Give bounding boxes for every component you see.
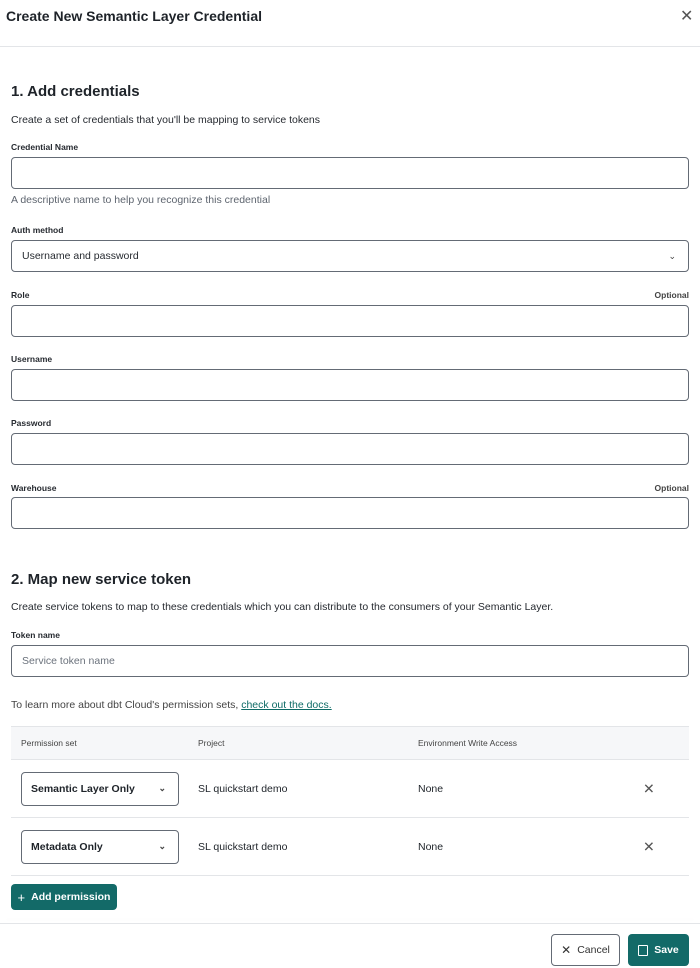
remove-row-icon[interactable]: ✕: [643, 780, 655, 796]
role-label: Role: [11, 290, 30, 300]
chevron-down-icon: ⌄: [668, 250, 676, 261]
save-button[interactable]: [628, 934, 689, 966]
docs-link[interactable]: check out the docs.: [241, 699, 332, 711]
permission-set-value: Metadata Only: [31, 840, 103, 853]
column-header-env-write: Environment Write Access: [418, 738, 518, 748]
role-input[interactable]: [11, 305, 689, 337]
close-icon: ✕: [561, 943, 572, 957]
section-heading-credentials: 1. Add credentials: [11, 83, 140, 100]
password-label: Password: [11, 418, 52, 428]
project-cell: SL quickstart demo: [198, 840, 288, 853]
column-header-project: Project: [198, 738, 225, 748]
section-description: Create a set of credentials that you'll be mapping to service tokens: [11, 114, 321, 126]
auth-method-select[interactable]: [11, 240, 689, 272]
permission-set-value: Semantic Layer Only: [31, 782, 135, 795]
credential-name-label: Credential Name: [11, 142, 79, 152]
section-description: Create service tokens to map to these credentials which you can distribute to the consumers of your Semantic Layer.: [11, 601, 554, 613]
chevron-down-icon: ⌄: [158, 783, 166, 793]
password-input[interactable]: [11, 433, 689, 465]
footer-divider: [0, 923, 700, 924]
env-write-cell: None: [418, 782, 444, 795]
chevron-down-icon: ⌄: [158, 841, 166, 851]
close-icon[interactable]: ✕: [680, 8, 694, 25]
learn-more-label: To learn more about dbt Cloud's permission sets,: [11, 699, 239, 711]
header-divider: [0, 46, 700, 47]
token-name-input[interactable]: Service token name: [11, 645, 689, 677]
env-write-cell: None: [418, 840, 444, 853]
section-heading-service-token: 2. Map new service token: [11, 571, 192, 588]
column-header-permission-set: Permission set: [21, 738, 77, 748]
auth-method-label: Auth method: [11, 225, 64, 235]
dialog-title: Create New Semantic Layer Credential: [6, 8, 262, 24]
role-optional: Optional: [654, 290, 689, 300]
table-row: [11, 760, 689, 818]
plus-icon: +: [17, 889, 26, 905]
add-permission-button[interactable]: [11, 884, 117, 910]
permission-set-select[interactable]: [21, 772, 179, 806]
credential-name-help: A descriptive name to help you recognize this credential: [11, 194, 271, 206]
learn-more-text: [11, 699, 332, 711]
cancel-label: Cancel: [577, 944, 610, 956]
credential-name-input[interactable]: [11, 157, 689, 189]
username-label: Username: [11, 354, 53, 364]
table-row: [11, 818, 689, 876]
project-cell: SL quickstart demo: [198, 782, 288, 795]
warehouse-optional: Optional: [654, 483, 689, 493]
permissions-table-header: [11, 726, 689, 760]
save-icon: [638, 945, 648, 956]
warehouse-input[interactable]: [11, 497, 689, 529]
warehouse-label: Warehouse: [11, 483, 57, 493]
save-label: Save: [654, 944, 679, 956]
auth-method-value: Username and password: [22, 250, 139, 262]
remove-row-icon[interactable]: ✕: [643, 838, 655, 854]
cancel-button[interactable]: [551, 934, 620, 966]
permission-set-select[interactable]: [21, 830, 179, 864]
username-input[interactable]: [11, 369, 689, 401]
token-name-label: Token name: [11, 630, 60, 640]
add-permission-label: Add permission: [31, 891, 111, 903]
